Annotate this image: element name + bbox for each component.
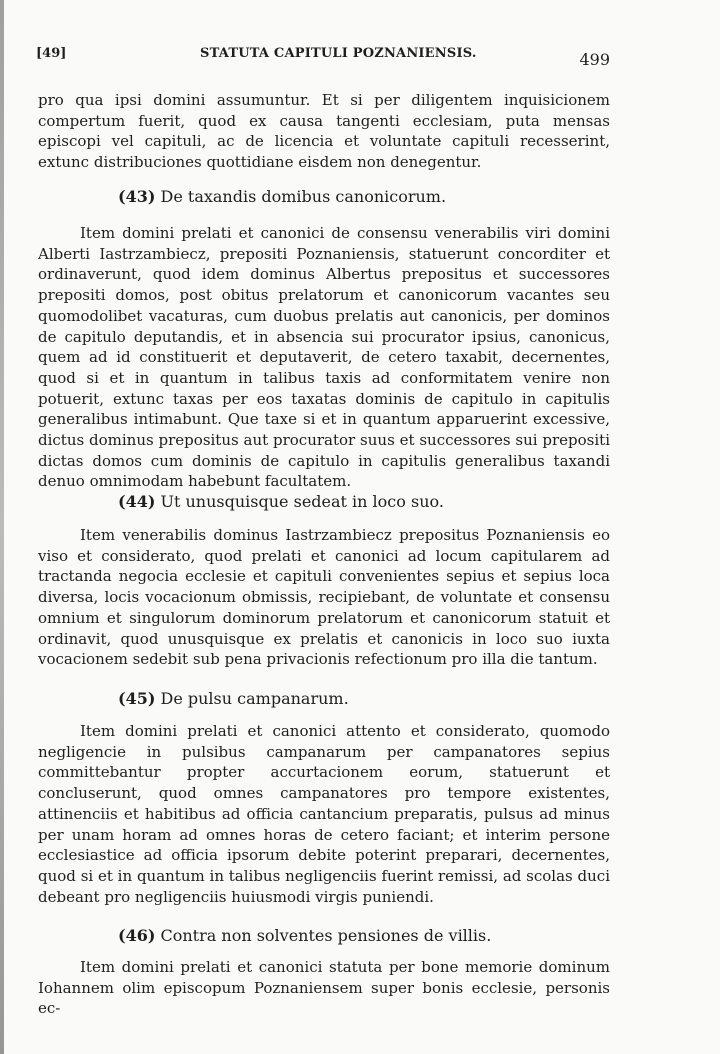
section-text-46: Item domini prelati et canonici statuta per bone memorie dominum Iohannem olim episcopum Poznaniensem super bonis ecclesie, personis ec-	[38, 958, 610, 1018]
page-number: 499	[579, 50, 610, 69]
section-number: (43)	[118, 187, 156, 206]
section-number: (45)	[118, 689, 156, 708]
section-heading-43	[118, 187, 446, 207]
running-title: STATUTA CAPITULI POZNANIENSIS.	[200, 46, 477, 61]
opening-paragraph: pro qua ipsi domini assumuntur. Et si per diligentem inquisicionem compertum fuerit, quod ex causa tangenti ecclesiam, puta mensas episcopi vel capituli, ac de licencia et voluntate capituli recesserint, extunc distribuciones quottidiane eisdem non denegentur.	[38, 91, 610, 172]
section-heading-45	[118, 689, 349, 709]
running-header	[36, 44, 610, 68]
section-title: Ut unusquisque sedeat in loco suo.	[160, 492, 444, 511]
section-title: Contra non solventes pensiones de villis.	[160, 926, 492, 945]
section-marker: [49]	[36, 46, 67, 61]
section-title: De taxandis domibus canonicorum.	[160, 187, 447, 206]
section-number: (44)	[118, 492, 156, 511]
section-title: De pulsu campanarum.	[160, 689, 349, 708]
page-binding-edge	[0, 0, 4, 1054]
section-heading-44	[118, 492, 444, 512]
section-number: (46)	[118, 926, 156, 945]
section-heading-46	[118, 926, 491, 946]
section-text-44: Item venerabilis dominus Iastrzambiecz prepositus Poznaniensis eo viso et considerato, quod prelati et canonici ad locum capitularem ad tractanda negocia ecclesie et capituli convenientes sepius et sepius loca diversa, locis vocacionum obmissis, recipiebant, de voluntate et consensu omnium et singulorum dominorum prelatorum et canonicorum statuit et ordinavit, quod unusquisque ex prelatis et canonicis in loco suo iuxta vocacionem sedebit sub pena privacionis refectionum pro illa die tantum.	[38, 526, 610, 669]
section-text-43: Item domini prelati et canonici de consensu venerabilis viri domini Alberti Iastrzambiecz, prepositi Poznaniensis, statuerunt concorditer et ordinaverunt, quod idem dominus Albertus prepositus et successores prepositi domos, post obitus prelatorum et canonicorum vacantes seu quomodolibet vacaturas, cum duobus prelatis aut canonicis, per dominos de capitulo deputandis, et in absencia sui procurator ipsius, canonicus, quem ad id constituerit et deputaverit, de cetero taxabit, decernentes, quod si et in quantum in talibus taxis ad conformitatem venire non potuerit, extunc taxas per eos taxatas dominis de capitulo in capitulis generalibus intimabunt. Que taxe si et in quantum apparuerint excessive, dictus dominus prepositus aut procurator suus et successores sui prepositi dictas domos cum dominis de capitulo in capitulis generalibus taxandi denuo omnimodam habebunt facultatem.	[38, 224, 610, 491]
section-text-45: Item domini prelati et canonici attento et considerato, quomodo negligencie in pulsibus campanarum per campanatores sepius committebantur propter accurtacionem eorum, statuerunt et concluserunt, quod omnes campanatores pro tempore existentes, attinenciis et habitibus ad officia cantancium preparatis, pulsus ad minus per unam horam ad omnes horas de cetero faciant; et interim persone ecclesiastice ad officia ipsorum debite poterint preparari, decernentes, quod si et in quantum in talibus negligenciis fuerint remissi, ad scolas duci debeant pro negligenciis huiusmodi virgis puniendi.	[38, 722, 610, 906]
